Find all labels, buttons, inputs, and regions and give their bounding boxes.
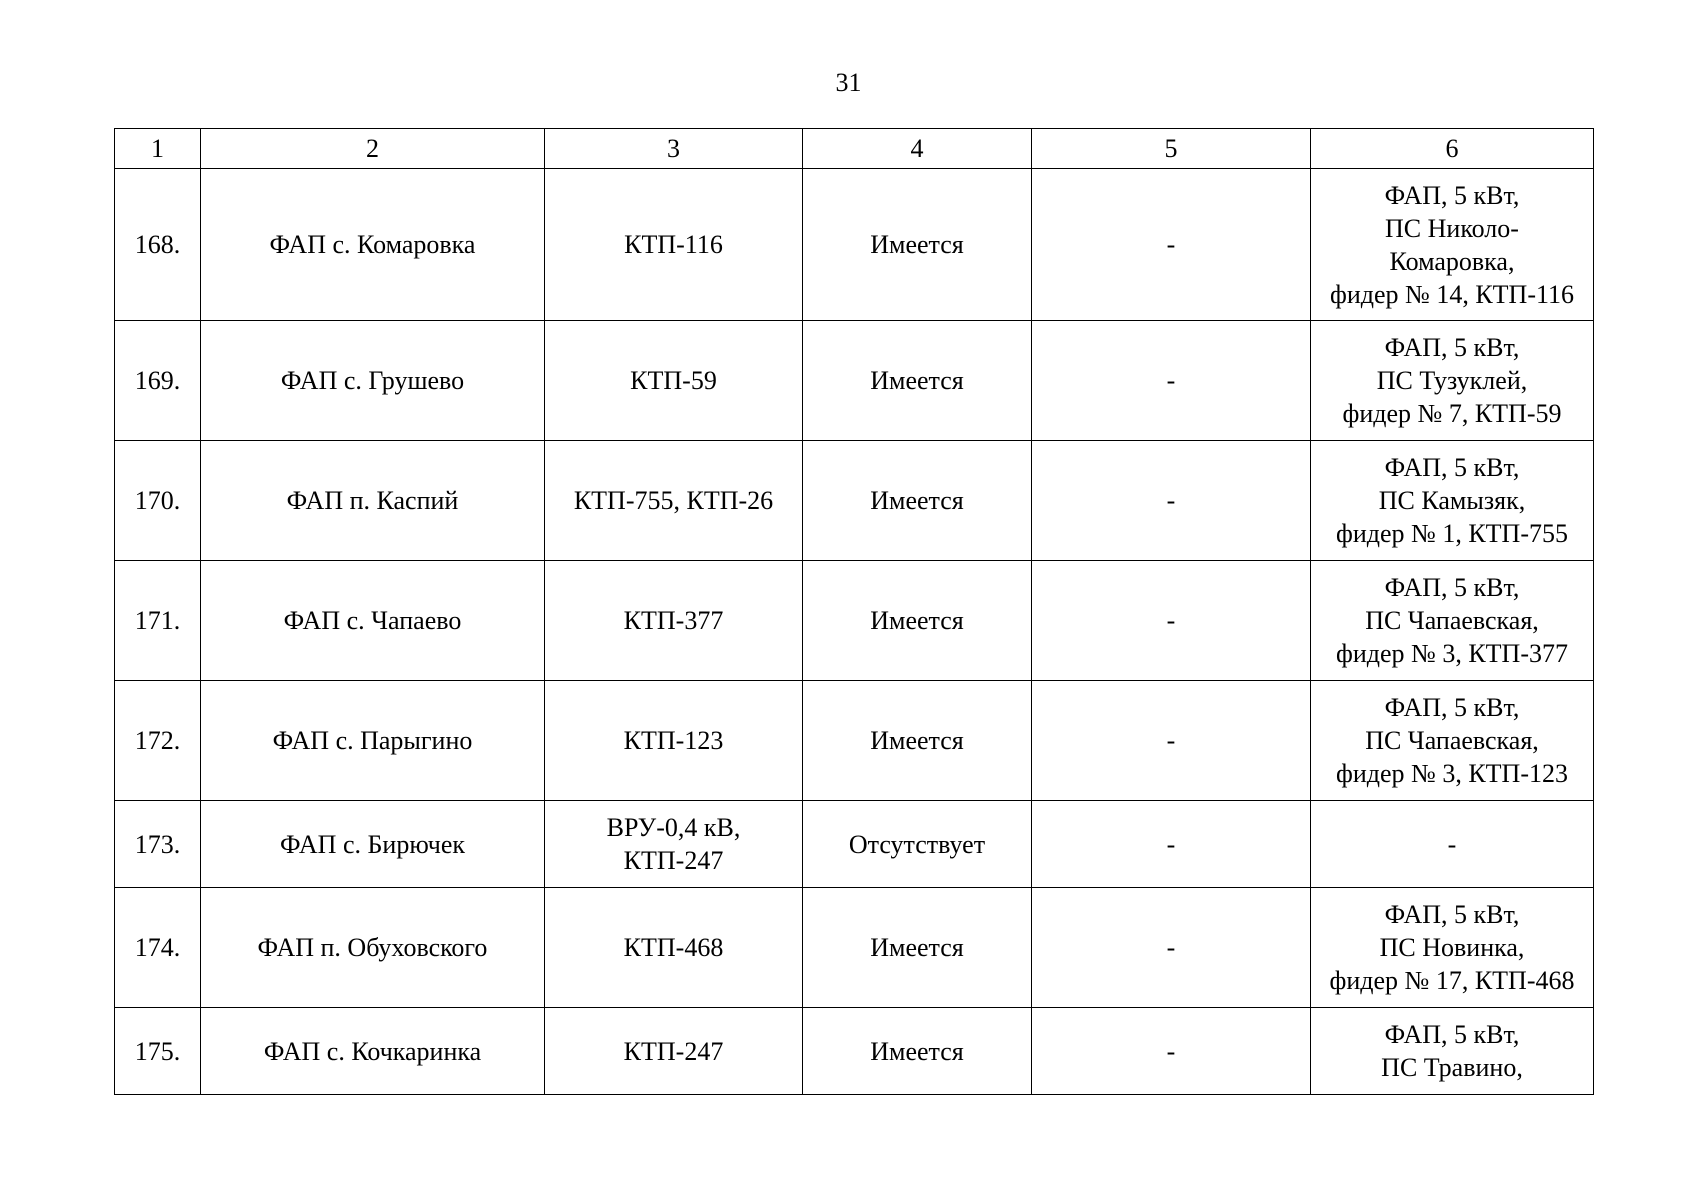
facility-name: ФАП с. Чапаево <box>201 561 545 681</box>
power-source: ВРУ-0,4 кВ, КТП-247 <box>545 801 803 888</box>
table-row <box>115 888 1594 1008</box>
connection-info: ФАП, 5 кВт, ПС Тузуклей, фидер № 7, КТП-59 <box>1311 321 1594 441</box>
row-number: 175. <box>115 1008 201 1095</box>
facility-name: ФАП с. Грушево <box>201 321 545 441</box>
column-5-value: - <box>1032 561 1311 681</box>
table-row <box>115 681 1594 801</box>
connection-info: ФАП, 5 кВт, ПС Камызяк, фидер № 1, КТП-755 <box>1311 441 1594 561</box>
table-row <box>115 441 1594 561</box>
row-number: 169. <box>115 321 201 441</box>
availability-status: Имеется <box>803 888 1032 1008</box>
facility-name: ФАП п. Обуховского <box>201 888 545 1008</box>
availability-status: Имеется <box>803 561 1032 681</box>
column-header: 6 <box>1311 129 1594 169</box>
availability-status: Имеется <box>803 1008 1032 1095</box>
data-table <box>114 128 1594 1095</box>
availability-status: Отсутствует <box>803 801 1032 888</box>
facility-name: ФАП с. Кочкаринка <box>201 1008 545 1095</box>
facility-name: ФАП с. Комаровка <box>201 169 545 321</box>
row-number: 173. <box>115 801 201 888</box>
table-row <box>115 561 1594 681</box>
power-source: КТП-377 <box>545 561 803 681</box>
availability-status: Имеется <box>803 681 1032 801</box>
column-header: 2 <box>201 129 545 169</box>
column-header: 3 <box>545 129 803 169</box>
row-number: 174. <box>115 888 201 1008</box>
power-source: КТП-123 <box>545 681 803 801</box>
row-number: 172. <box>115 681 201 801</box>
power-source: КТП-468 <box>545 888 803 1008</box>
table-row <box>115 1008 1594 1095</box>
table-row <box>115 321 1594 441</box>
table-row <box>115 801 1594 888</box>
power-source: КТП-116 <box>545 169 803 321</box>
column-5-value: - <box>1032 441 1311 561</box>
power-source: КТП-247 <box>545 1008 803 1095</box>
row-number: 171. <box>115 561 201 681</box>
column-5-value: - <box>1032 1008 1311 1095</box>
power-source: КТП-755, КТП-26 <box>545 441 803 561</box>
connection-info: ФАП, 5 кВт, ПС Чапаевская, фидер № 3, КТП-377 <box>1311 561 1594 681</box>
column-5-value: - <box>1032 169 1311 321</box>
facility-name: ФАП с. Бирючек <box>201 801 545 888</box>
availability-status: Имеется <box>803 321 1032 441</box>
power-source: КТП-59 <box>545 321 803 441</box>
column-5-value: - <box>1032 681 1311 801</box>
row-number: 170. <box>115 441 201 561</box>
column-header: 4 <box>803 129 1032 169</box>
table-header-row <box>115 129 1594 169</box>
facility-name: ФАП с. Парыгино <box>201 681 545 801</box>
column-5-value: - <box>1032 888 1311 1008</box>
page-number: 31 <box>835 68 862 97</box>
connection-info: ФАП, 5 кВт, ПС Новинка, фидер № 17, КТП-468 <box>1311 888 1594 1008</box>
connection-info: ФАП, 5 кВт, ПС Чапаевская, фидер № 3, КТП-123 <box>1311 681 1594 801</box>
column-header: 5 <box>1032 129 1311 169</box>
connection-info: ФАП, 5 кВт, ПС Травино, <box>1311 1008 1594 1095</box>
connection-info: ФАП, 5 кВт, ПС Николо- Комаровка, фидер № 14, КТП-116 <box>1311 169 1594 321</box>
column-5-value: - <box>1032 321 1311 441</box>
connection-info: - <box>1311 801 1594 888</box>
column-header: 1 <box>115 129 201 169</box>
column-5-value: - <box>1032 801 1311 888</box>
table-row <box>115 169 1594 321</box>
availability-status: Имеется <box>803 441 1032 561</box>
facility-name: ФАП п. Каспий <box>201 441 545 561</box>
row-number: 168. <box>115 169 201 321</box>
availability-status: Имеется <box>803 169 1032 321</box>
